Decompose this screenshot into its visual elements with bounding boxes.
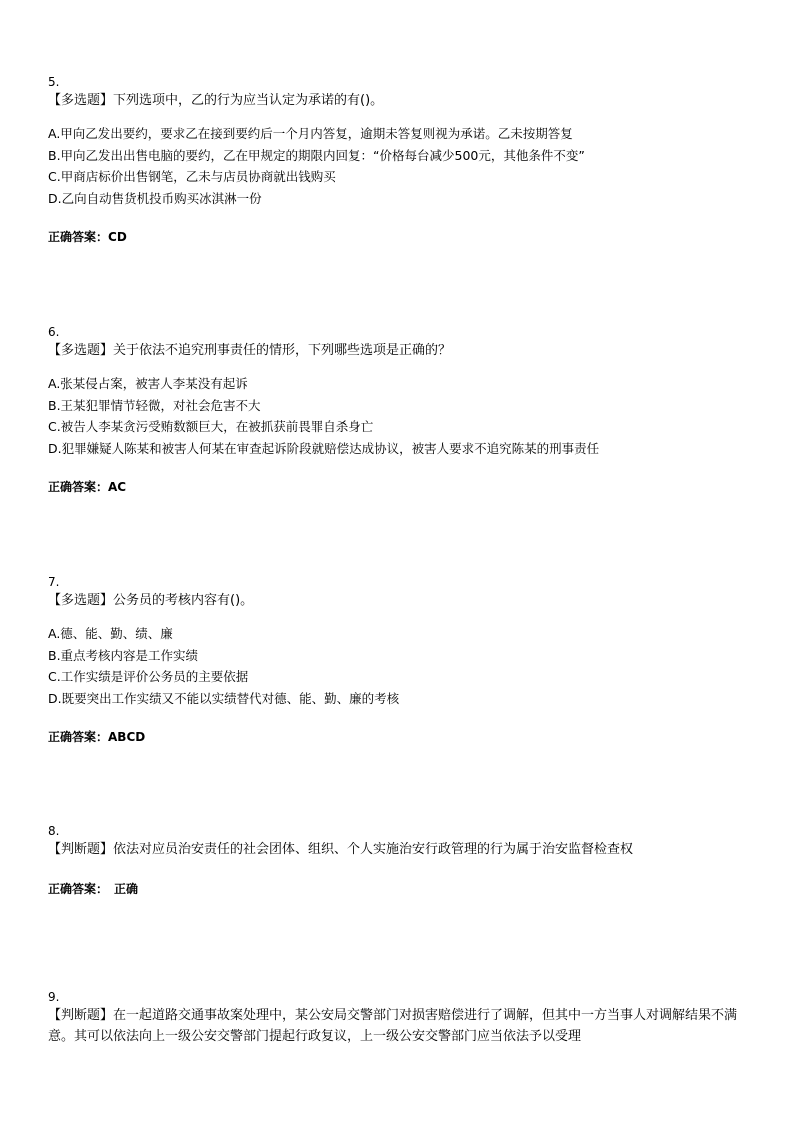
question-number: 7. — [48, 575, 60, 589]
question-6 — [48, 324, 748, 495]
answer-value: CD — [108, 230, 127, 244]
option-d: D.犯罪嫌疑人陈某和被害人何某在审查起诉阶段就赔偿达成协议，被害人要求不追究陈某的刑事责任 — [48, 440, 600, 456]
answer-label: 正确答案： — [48, 480, 109, 494]
option-list — [48, 623, 748, 709]
question-stem: 【判断题】依法对应员治安责任的社会团体、组织、个人实施治安行政管理的行为属于治安监督检查权 — [48, 842, 634, 857]
answer-value: AC — [108, 480, 127, 494]
answer-value: 正确 — [114, 882, 139, 896]
answer-value: ABCD — [108, 730, 146, 744]
question-stem: 【多选题】下列选项中，乙的行为应当认定为承诺的有()。 — [48, 93, 384, 108]
option-c: C.甲商店标价出售钢笔，乙未与店员协商就出钱购买 — [48, 169, 336, 184]
option-list — [48, 123, 748, 209]
question-5 — [48, 74, 748, 245]
question-9 — [48, 989, 742, 1047]
option-a: A.张某侵占案，被害人李某没有起诉 — [48, 376, 248, 391]
answer-label: 正确答案： — [48, 730, 109, 744]
option-list — [48, 373, 748, 459]
question-number: 6. — [48, 325, 60, 339]
question-stem: 【多选题】公务员的考核内容有()。 — [48, 593, 254, 608]
question-7 — [48, 574, 748, 745]
answer-label: 正确答案： — [48, 882, 109, 896]
option-b: B.甲向乙发出出售电脑的要约，乙在甲规定的期限内回复：“价格每台减少500元，其他条件不变” — [48, 147, 585, 163]
answer-line — [48, 729, 748, 745]
question-number: 5. — [48, 75, 60, 89]
option-c: C.被告人李某贪污受贿数额巨大，在被抓获前畏罪自杀身亡 — [48, 419, 374, 434]
question-number: 8. — [48, 824, 60, 838]
answer-label: 正确答案： — [48, 230, 109, 244]
answer-line — [48, 229, 748, 245]
question-stem: 【判断题】在一起道路交通事故案处理中，某公安局交警部门对损害赔偿进行了调解，但其中一方当事人对调解结果不满意。其可以依法向上一级公安交警部门提起行政复议，上一级公安交警部门应当依法予以受理 — [48, 1008, 738, 1044]
option-b: B.重点考核内容是工作实绩 — [48, 647, 199, 663]
option-b: B.王某犯罪情节轻微，对社会危害不大 — [48, 397, 261, 413]
answer-line — [48, 881, 748, 897]
question-8 — [48, 823, 748, 897]
option-d: D.既要突出工作实绩又不能以实绩替代对德、能、勤、廉的考核 — [48, 690, 400, 706]
option-d: D.乙向自动售货机投币购买冰淇淋一份 — [48, 190, 262, 206]
option-a: A.德、能、勤、绩、廉 — [48, 626, 173, 641]
question-number: 9. — [48, 990, 60, 1004]
answer-line — [48, 479, 748, 495]
option-a: A.甲向乙发出要约，要求乙在接到要约后一个月内答复，逾期未答复则视为承诺。乙未按期答复 — [48, 126, 573, 141]
question-stem: 【多选题】关于依法不追究刑事责任的情形，下列哪些选项是正确的？ — [48, 343, 452, 358]
option-c: C.工作实绩是评价公务员的主要依据 — [48, 669, 249, 684]
